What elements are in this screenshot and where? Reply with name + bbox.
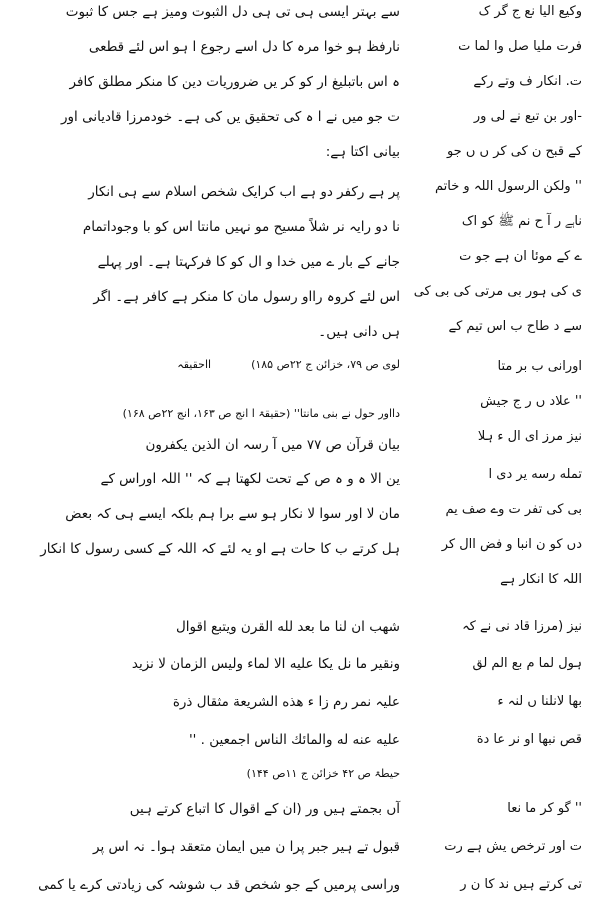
text-line: علیه عنه له والمائك الناس اجمعين . '' — [188, 732, 400, 748]
left-text-column — [8, 0, 400, 921]
text-line: '' ولکن الرسول اللہ و خاتم — [435, 179, 582, 194]
text-line: بیان قرآن ص ۷۷ میں آ رسہ ان الذین یکفرون — [145, 437, 400, 453]
text-line: ت جو میں نے ا ہ کی تحقیق یں کی ہے۔ خودمرزا قادیانی اور — [60, 109, 400, 125]
text-line: تی کرتے ہیں ند کا ن ر — [460, 877, 582, 892]
text-line: قص نبھا او نر عا دة — [476, 732, 582, 747]
text-line: '' گو کر ما نعا — [507, 801, 582, 816]
text-line: ین الا ہ و ہ ص کے تحت لکھتا ہے کہ '' اللہ اوراس کے — [100, 471, 400, 487]
text-line: پر ہے رکفر دو ہے اب کرایک شخص اسلام سے ہی انکار — [88, 184, 400, 200]
text-line: سے د طاح ب اس تیم کے — [448, 319, 582, 334]
text-line: علیہ نمر رم زا ء هذه الشريعة مثقال ذرة — [172, 694, 400, 710]
text-line: '' علاد ں ر ج جیش — [480, 394, 582, 409]
text-line: ت. انکار ف وتے رکے — [473, 74, 582, 89]
text-line: نارفظ ہو خوا مرہ کا دل اسے رجوع ا ہو اس لئے قطعی — [88, 39, 400, 55]
text-line: سے بہتر ایسی ہی تی ہی دل الثبوت ومیز ہے جس کا ثبوت — [65, 4, 400, 20]
text-line: ناہے ر آ ح نم ﷺ کو اک — [461, 214, 582, 229]
text-line: ونقیر ما نل یکا علیه الا لماء ولیس الزمان لا نزید — [131, 656, 400, 672]
text-line: قبول تے ہیر جبر پرا ن میں ایمان متعقد ہوا۔ نہ اس پر — [93, 839, 400, 855]
text-line: تمله رسه یر دی ا — [488, 467, 582, 482]
text-line: ہل کرتے ب کا حات ہے او یہ لئے کہ اللہ کے کسی رسول کا انکار — [40, 541, 400, 557]
reference-line: دااور حول نے بنی مانتا'' (حقیقۃ ا انج ص ۱۶۳، انج ۲۲ص ۱۶۸) — [122, 407, 400, 420]
text-line: جانے کے بار ے میں خدا و ال کو کا فرکہتا ہے۔ اور پہلے — [97, 254, 400, 270]
text-line: شهب ان لنا ما بعد لله القرن ویتبع اقوال — [175, 619, 400, 635]
text-line: اس لئے کروہ رااو رسول مان کا منکر ہے کافر ہے۔ اگر — [93, 289, 400, 305]
text-line: فرت ملیا صل وا لما ت — [458, 39, 582, 54]
reference-text: لوی ص ۷۹، خزائن ج ۲۲ص ۱۸۵) — [251, 358, 400, 371]
reference-source: ااحقیقہ — [177, 358, 212, 371]
text-line: بی کی تفر ت وے صف یم — [445, 502, 582, 517]
text-line: آں بجمتے ہیں ور (ان کے اقوال کا اتباع کرتے ہیں — [129, 801, 400, 817]
reference-line: حیطۃ ص ۴۲ خزائن ج ۱۱ص ۱۴۴) — [246, 767, 400, 780]
text-line: اللہ کا انکار ہے — [500, 572, 582, 587]
text-line: ی کی ہور بی مرتی کی بی کی — [413, 284, 582, 299]
text-line: ہ اس باتبلیغ ار کو کر یں ضروریات دین کا منکر مطلق کافر — [69, 74, 400, 90]
text-line: کے قبح ن کی کر ں ں جو — [446, 144, 582, 159]
text-line: ہول لما م بع الم لق — [472, 656, 582, 671]
text-line: نا دو رایہ نر شلاً مسیح مو نہیں مانتا اس کو با وجوداتمام — [82, 219, 400, 235]
text-line: مان لا اور سوا لا نکار ہو سے برا ہم بلکہ ایسے ہی کہ بعض — [65, 506, 400, 522]
text-line: نیز مرز ای ال ء ہلا — [477, 429, 582, 444]
reference-line — [177, 356, 400, 374]
text-line: اورانی ب بر متا — [497, 359, 582, 374]
text-line: وراسی پرمیں کے جو شخص قد ب شوشہ کی زیادتی کرے یا کمی — [38, 877, 400, 893]
text-line: ہں دانی ہیں۔ — [318, 324, 400, 340]
text-line: بیانی اکتا ہے: — [325, 144, 400, 160]
text-line: بھا لانلنا ں لنہ ء — [497, 694, 582, 709]
text-line: نیز (مرزا قاد نی نے کہ — [462, 619, 582, 634]
text-line: -اور بن تبع نے لی ور — [473, 109, 582, 124]
text-line: دں کو ن انبا و فض اال کر — [441, 537, 582, 552]
text-line: وکیع الیا نع ج گر ک — [478, 4, 582, 19]
text-line: ے کے موئا ان ہے جو ت — [459, 249, 582, 264]
text-line: ت اور ترخص یش ہے رت — [444, 839, 582, 854]
right-text-column — [408, 0, 582, 921]
